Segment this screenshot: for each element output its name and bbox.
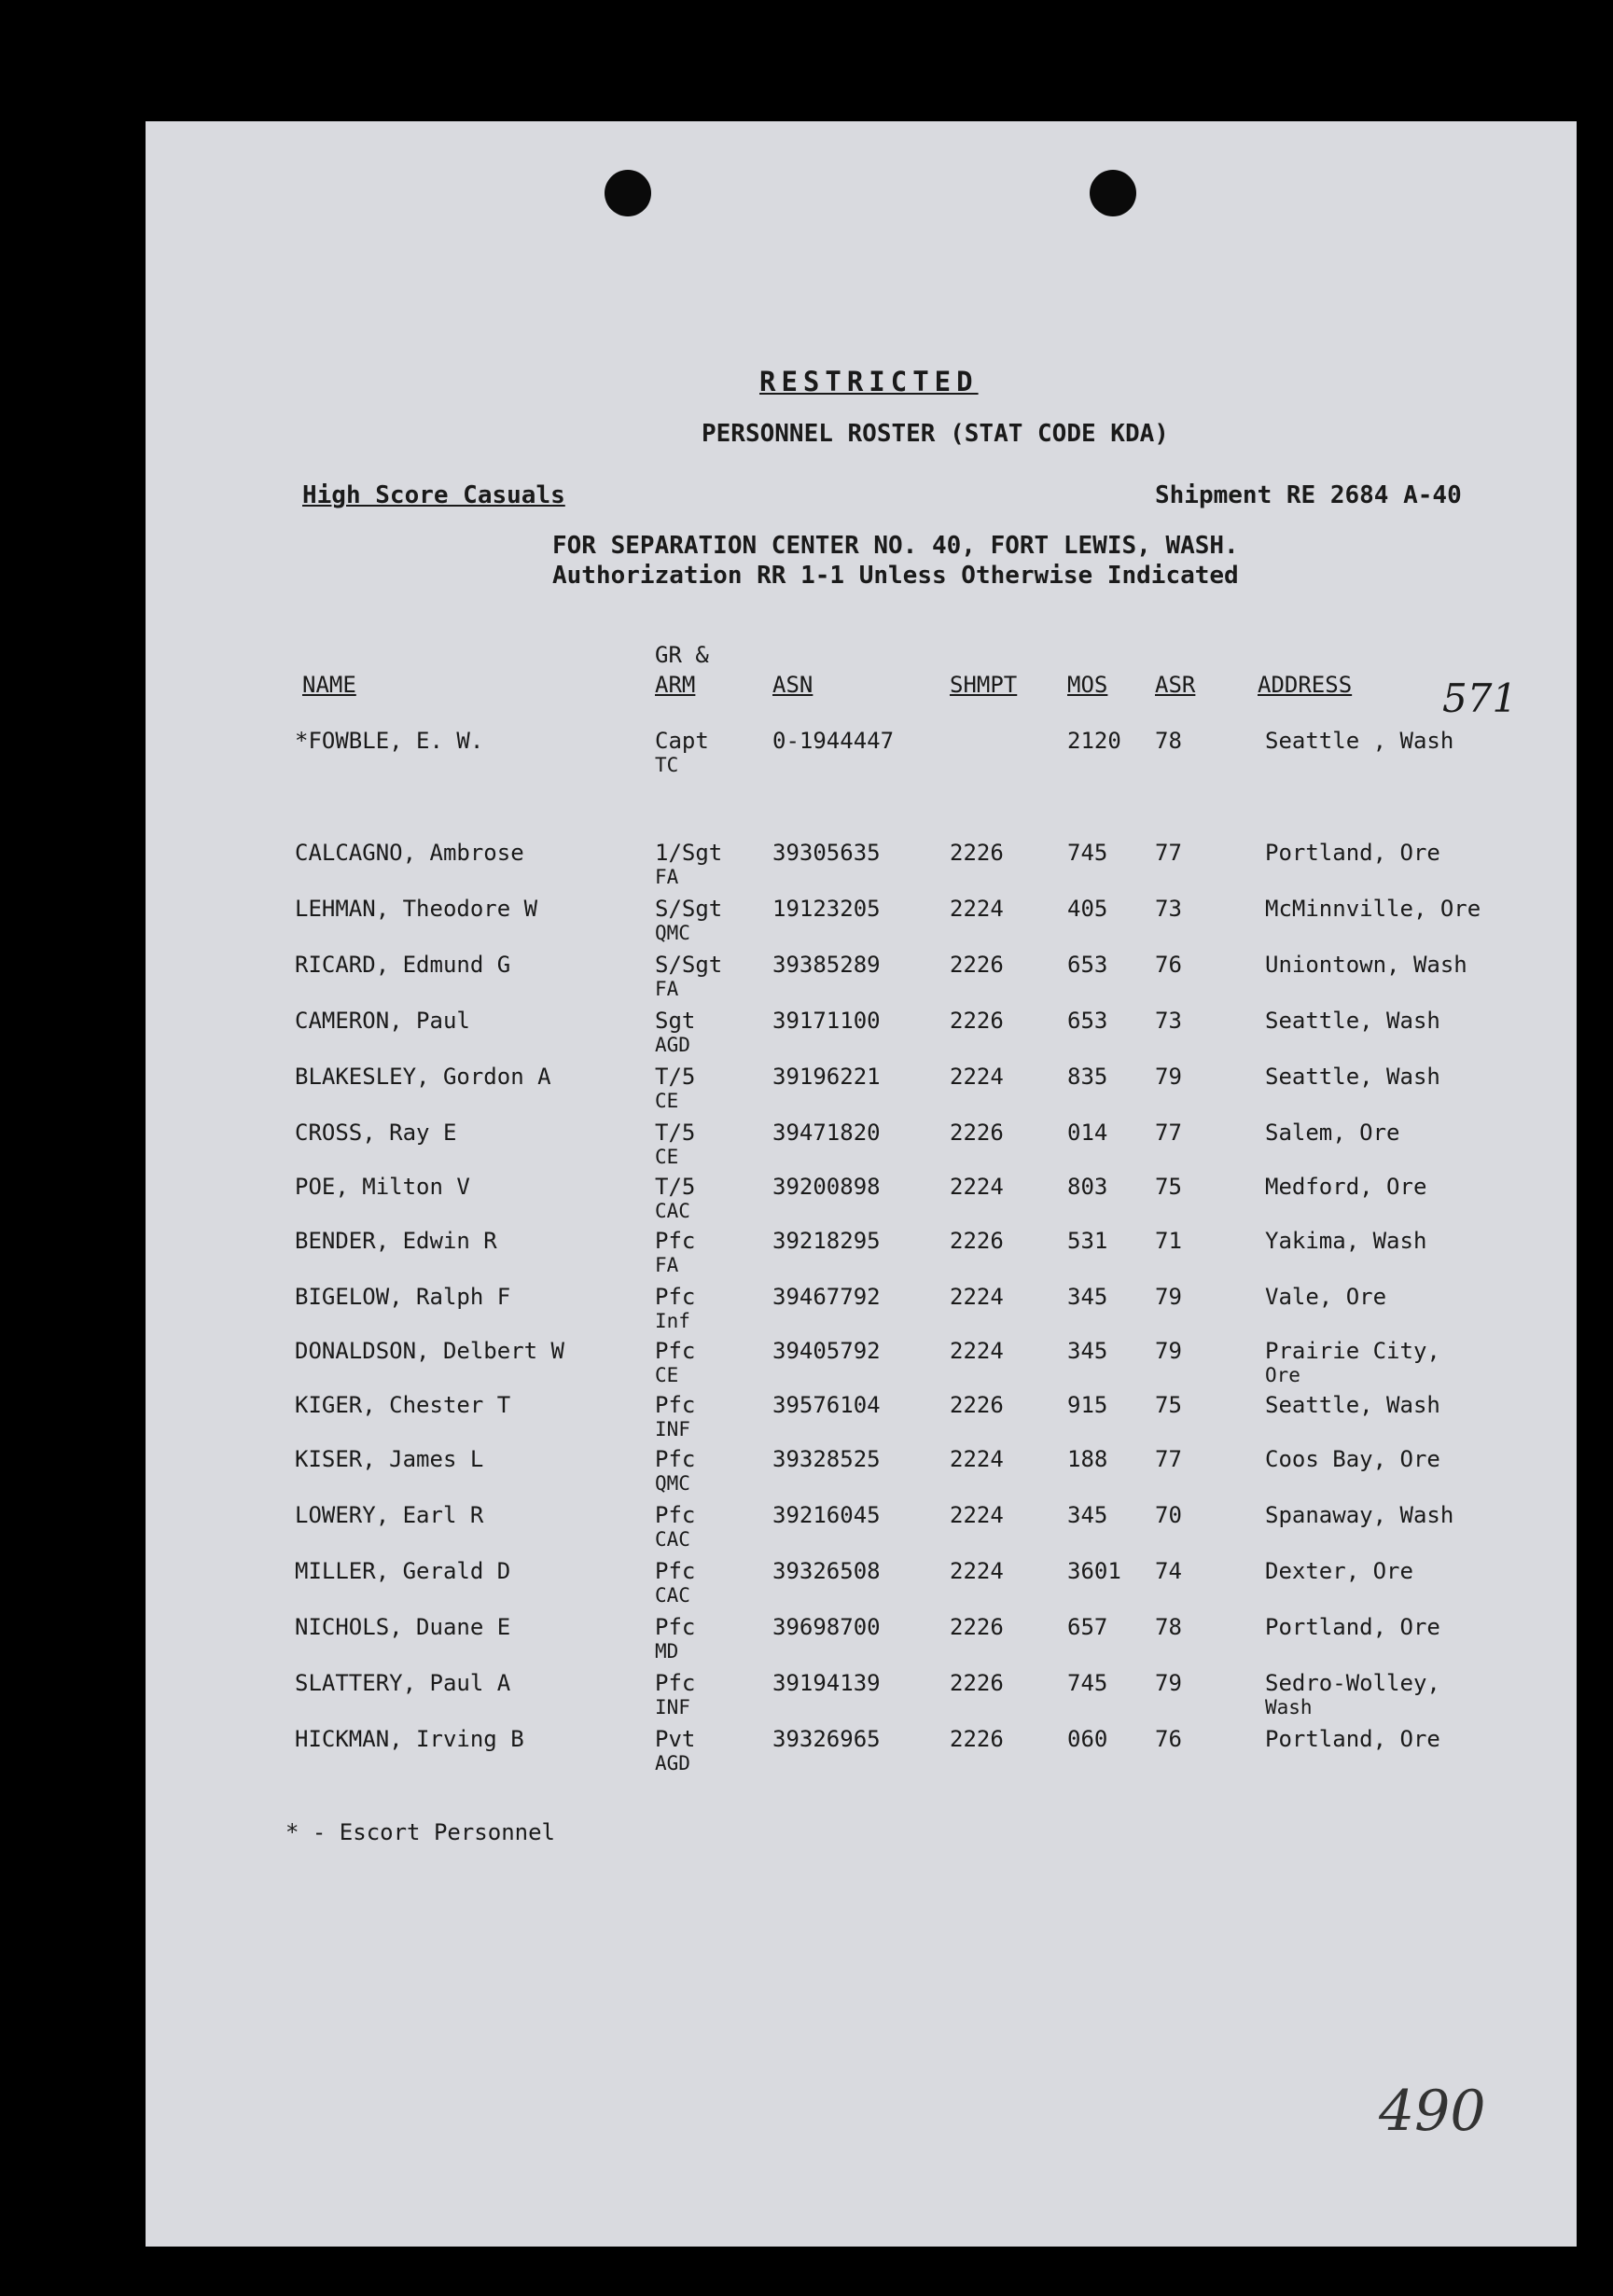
row-asn: 39328525 xyxy=(772,1446,881,1472)
row-name: DONALDSON, Delbert W xyxy=(295,1338,564,1364)
row-grade: Pfc xyxy=(655,1502,696,1528)
row-name: BIGELOW, Ralph F xyxy=(295,1284,511,1310)
row-arm: QMC xyxy=(655,922,690,944)
row-mos: 060 xyxy=(1067,1726,1108,1752)
row-asn: 39467792 xyxy=(772,1284,881,1310)
row-asr: 79 xyxy=(1155,1284,1182,1310)
column-header-mos: MOS xyxy=(1067,672,1108,698)
row-mos: 745 xyxy=(1067,840,1108,866)
row-mos: 188 xyxy=(1067,1446,1108,1472)
row-asn: 39576104 xyxy=(772,1392,881,1418)
row-shmpt: 2226 xyxy=(950,1726,1004,1752)
row-address: Seattle, Wash xyxy=(1265,1064,1440,1090)
row-asr: 75 xyxy=(1155,1174,1182,1200)
row-address: Uniontown, Wash xyxy=(1265,952,1467,978)
row-address: Spanaway, Wash xyxy=(1265,1502,1454,1528)
row-address: Seattle, Wash xyxy=(1265,1008,1440,1034)
row-arm: FA xyxy=(655,1254,679,1276)
row-asn: 0-1944447 xyxy=(772,728,895,754)
row-arm: AGD xyxy=(655,1034,690,1056)
row-arm: CE xyxy=(655,1090,679,1112)
row-asn: 39471820 xyxy=(772,1120,881,1146)
row-asr: 71 xyxy=(1155,1228,1182,1254)
row-asn: 19123205 xyxy=(772,896,881,922)
row-address: Dexter, Ore xyxy=(1265,1558,1413,1584)
row-asn: 39171100 xyxy=(772,1008,881,1034)
row-grade: Pvt xyxy=(655,1726,696,1752)
row-shmpt: 2224 xyxy=(950,1338,1004,1364)
row-shmpt: 2224 xyxy=(950,1174,1004,1200)
row-arm: FA xyxy=(655,978,679,1000)
row-arm: CAC xyxy=(655,1584,690,1607)
row-asr: 70 xyxy=(1155,1502,1182,1528)
row-grade: T/5 xyxy=(655,1064,696,1090)
row-arm: TC xyxy=(655,754,679,776)
row-asr: 79 xyxy=(1155,1064,1182,1090)
footnote: * - Escort Personnel xyxy=(285,1819,555,1845)
row-asn: 39405792 xyxy=(772,1338,881,1364)
row-shmpt: 2224 xyxy=(950,1064,1004,1090)
page-number-bottom: 490 xyxy=(1379,2079,1486,2144)
row-address: Seattle, Wash xyxy=(1265,1392,1440,1418)
row-name: POE, Milton V xyxy=(295,1174,470,1200)
row-arm: INF xyxy=(655,1418,690,1440)
page-number-top: 571 xyxy=(1442,675,1518,721)
document-page xyxy=(146,121,1577,2247)
row-arm: INF xyxy=(655,1696,690,1719)
row-grade: Pfc xyxy=(655,1284,696,1310)
row-asr: 74 xyxy=(1155,1558,1182,1584)
row-grade: 1/Sgt xyxy=(655,840,723,866)
row-asn: 39216045 xyxy=(772,1502,881,1528)
row-name: KIGER, Chester T xyxy=(295,1392,511,1418)
column-header-address: ADDRESS xyxy=(1258,672,1353,698)
row-asr: 73 xyxy=(1155,1008,1182,1034)
row-name: BENDER, Edwin R xyxy=(295,1228,497,1254)
row-mos: 345 xyxy=(1067,1284,1108,1310)
row-name: *FOWBLE, E. W. xyxy=(295,728,484,754)
row-mos: 2120 xyxy=(1067,728,1121,754)
row-grade: T/5 xyxy=(655,1174,696,1200)
row-name: LOWERY, Earl R xyxy=(295,1502,484,1528)
row-name: HICKMAN, Irving B xyxy=(295,1726,524,1752)
row-address: McMinnville, Ore xyxy=(1265,896,1481,922)
separation-center: FOR SEPARATION CENTER NO. 40, FORT LEWIS, WASH. xyxy=(552,532,1239,560)
column-header-asr: ASR xyxy=(1155,672,1196,698)
row-shmpt: 2226 xyxy=(950,1008,1004,1034)
row-mos: 745 xyxy=(1067,1670,1108,1696)
row-arm: FA xyxy=(655,866,679,888)
row-asr: 75 xyxy=(1155,1392,1182,1418)
row-asn: 39326965 xyxy=(772,1726,881,1752)
authorization: Authorization RR 1-1 Unless Otherwise Indicated xyxy=(552,562,1239,590)
row-asr: 79 xyxy=(1155,1338,1182,1364)
document-title: RESTRICTED xyxy=(759,366,979,397)
column-header-name: NAME xyxy=(302,672,356,698)
row-grade: S/Sgt xyxy=(655,952,723,978)
row-mos: 345 xyxy=(1067,1502,1108,1528)
row-mos: 3601 xyxy=(1067,1558,1121,1584)
row-asr: 77 xyxy=(1155,1120,1182,1146)
row-name: RICARD, Edmund G xyxy=(295,952,511,978)
row-shmpt: 2224 xyxy=(950,1284,1004,1310)
row-address: Portland, Ore xyxy=(1265,1726,1440,1752)
row-name: LEHMAN, Theodore W xyxy=(295,896,538,922)
row-address: Sedro-Wolley, xyxy=(1265,1670,1440,1696)
row-asr: 77 xyxy=(1155,1446,1182,1472)
row-arm: CE xyxy=(655,1364,679,1386)
row-shmpt: 2226 xyxy=(950,1392,1004,1418)
column-header-gr-arm-1: GR & xyxy=(655,642,709,668)
row-grade: Pfc xyxy=(655,1558,696,1584)
row-asr: 76 xyxy=(1155,952,1182,978)
row-asr: 78 xyxy=(1155,1614,1182,1640)
row-arm: Inf xyxy=(655,1310,690,1332)
punch-hole xyxy=(1090,170,1136,216)
row-name: BLAKESLEY, Gordon A xyxy=(295,1064,551,1090)
column-header-shmpt: SHMPT xyxy=(950,672,1018,698)
row-address: Salem, Ore xyxy=(1265,1120,1400,1146)
row-grade: Pfc xyxy=(655,1338,696,1364)
row-mos: 345 xyxy=(1067,1338,1108,1364)
row-grade: T/5 xyxy=(655,1120,696,1146)
row-asn: 39385289 xyxy=(772,952,881,978)
row-asr: 78 xyxy=(1155,728,1182,754)
row-asn: 39194139 xyxy=(772,1670,881,1696)
row-shmpt: 2226 xyxy=(950,1614,1004,1640)
row-mos: 014 xyxy=(1067,1120,1108,1146)
row-address: Coos Bay, Ore xyxy=(1265,1446,1440,1472)
row-asr: 76 xyxy=(1155,1726,1182,1752)
row-name: CROSS, Ray E xyxy=(295,1120,457,1146)
row-mos: 653 xyxy=(1067,952,1108,978)
row-arm: CAC xyxy=(655,1528,690,1551)
row-shmpt: 2224 xyxy=(950,1558,1004,1584)
row-address-continued: Ore xyxy=(1265,1364,1300,1386)
row-shmpt: 2224 xyxy=(950,1502,1004,1528)
row-shmpt: 2224 xyxy=(950,1446,1004,1472)
row-mos: 531 xyxy=(1067,1228,1108,1254)
row-asn: 39326508 xyxy=(772,1558,881,1584)
row-name: MILLER, Gerald D xyxy=(295,1558,511,1584)
row-name: KISER, James L xyxy=(295,1446,484,1472)
row-mos: 653 xyxy=(1067,1008,1108,1034)
row-shmpt: 2226 xyxy=(950,1120,1004,1146)
row-asr: 73 xyxy=(1155,896,1182,922)
row-address: Yakima, Wash xyxy=(1265,1228,1427,1254)
row-name: SLATTERY, Paul A xyxy=(295,1670,511,1696)
punch-hole xyxy=(605,170,651,216)
row-asr: 77 xyxy=(1155,840,1182,866)
row-mos: 803 xyxy=(1067,1174,1108,1200)
row-mos: 915 xyxy=(1067,1392,1108,1418)
row-shmpt: 2226 xyxy=(950,952,1004,978)
row-shmpt: 2226 xyxy=(950,1670,1004,1696)
row-arm: MD xyxy=(655,1640,679,1663)
row-mos: 657 xyxy=(1067,1614,1108,1640)
row-address: Vale, Ore xyxy=(1265,1284,1387,1310)
row-arm: CE xyxy=(655,1146,679,1168)
row-shmpt: 2224 xyxy=(950,896,1004,922)
row-grade: Sgt xyxy=(655,1008,696,1034)
row-grade: Pfc xyxy=(655,1614,696,1640)
row-name: CALCAGNO, Ambrose xyxy=(295,840,524,866)
row-asn: 39200898 xyxy=(772,1174,881,1200)
row-shmpt: 2226 xyxy=(950,1228,1004,1254)
row-name: CAMERON, Paul xyxy=(295,1008,470,1034)
row-address: Portland, Ore xyxy=(1265,1614,1440,1640)
row-name: NICHOLS, Duane E xyxy=(295,1614,511,1640)
row-mos: 405 xyxy=(1067,896,1108,922)
row-asn: 39218295 xyxy=(772,1228,881,1254)
shipment-label: Shipment RE 2684 A-40 xyxy=(1155,481,1462,509)
row-mos: 835 xyxy=(1067,1064,1108,1090)
document-subtitle: PERSONNEL ROSTER (STAT CODE KDA) xyxy=(702,420,1169,448)
row-asn: 39305635 xyxy=(772,840,881,866)
row-shmpt: 2226 xyxy=(950,840,1004,866)
row-grade: Pfc xyxy=(655,1392,696,1418)
row-asn: 39698700 xyxy=(772,1614,881,1640)
row-grade: Pfc xyxy=(655,1446,696,1472)
column-header-gr-arm-2: ARM xyxy=(655,672,696,698)
row-address-continued: Wash xyxy=(1265,1696,1313,1719)
group-label: High Score Casuals xyxy=(302,481,565,509)
column-header-asn: ASN xyxy=(772,672,813,698)
row-address: Portland, Ore xyxy=(1265,840,1440,866)
row-arm: QMC xyxy=(655,1472,690,1495)
row-address: Medford, Ore xyxy=(1265,1174,1427,1200)
row-grade: S/Sgt xyxy=(655,896,723,922)
row-asn: 39196221 xyxy=(772,1064,881,1090)
row-arm: CAC xyxy=(655,1200,690,1222)
row-arm: AGD xyxy=(655,1752,690,1774)
row-grade: Pfc xyxy=(655,1670,696,1696)
row-grade: Capt xyxy=(655,728,709,754)
row-asr: 79 xyxy=(1155,1670,1182,1696)
row-grade: Pfc xyxy=(655,1228,696,1254)
row-address: Seattle , Wash xyxy=(1265,728,1454,754)
row-address: Prairie City, xyxy=(1265,1338,1440,1364)
